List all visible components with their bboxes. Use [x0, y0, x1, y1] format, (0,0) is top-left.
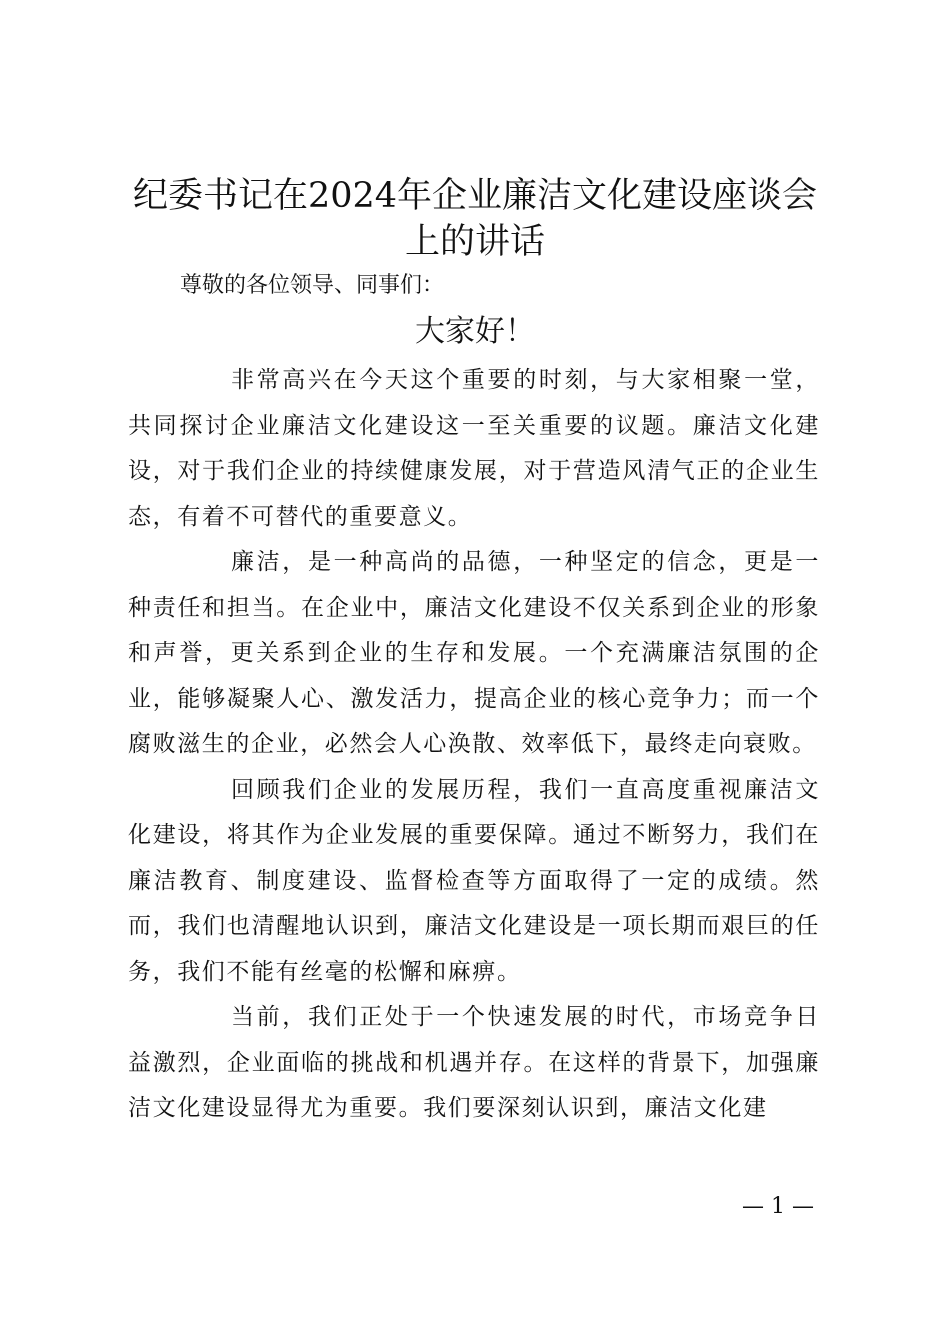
- paragraph-2: 廉洁，是一种高尚的品德，一种坚定的信念，更是一种责任和担当。在企业中，廉洁文化建设不仅关系到企业的形象和声誉，更关系到企业的生存和发展。一个充满廉洁氛围的企业，能够凝聚人心、激发活力，提高企业的核心竞争力；而一个腐败滋生的企业，必然会人心涣散、效率低下，最终走向衰败。: [128, 549, 820, 757]
- paragraph-4: 当前，我们正处于一个快速发展的时代，市场竞争日益激烈，企业面临的挑战和机遇并存。在这样的背景下，加强廉洁文化建设显得尤为重要。我们要深刻认识到，廉洁文化建: [128, 1004, 820, 1121]
- document-body: [128, 358, 820, 1132]
- paragraph-1: 非常高兴在今天这个重要的时刻，与大家相聚一堂，共同探讨企业廉洁文化建设这一至关重要的议题。廉洁文化建设，对于我们企业的持续健康发展，对于营造风清气正的企业生态，有着不可替代的重要意义。: [128, 367, 820, 530]
- paragraph-3: 回顾我们企业的发展历程，我们一直高度重视廉洁文化建设，将其作为企业发展的重要保障。通过不断努力，我们在廉洁教育、制度建设、监督检查等方面取得了一定的成绩。然而，我们也清醒地认识到，廉洁文化建设是一项长期而艰巨的任务，我们不能有丝毫的松懈和麻痹。: [128, 776, 820, 985]
- document-title-line-1: 纪委书记在2024年企业廉洁文化建设座谈会: [132, 176, 818, 216]
- page-number: — 1 —: [742, 1194, 814, 1219]
- document-title-line-2: 上的讲话: [404, 222, 545, 262]
- greeting: 大家好！: [415, 314, 535, 349]
- salutation: 尊敬的各位领导、同事们：: [180, 273, 445, 298]
